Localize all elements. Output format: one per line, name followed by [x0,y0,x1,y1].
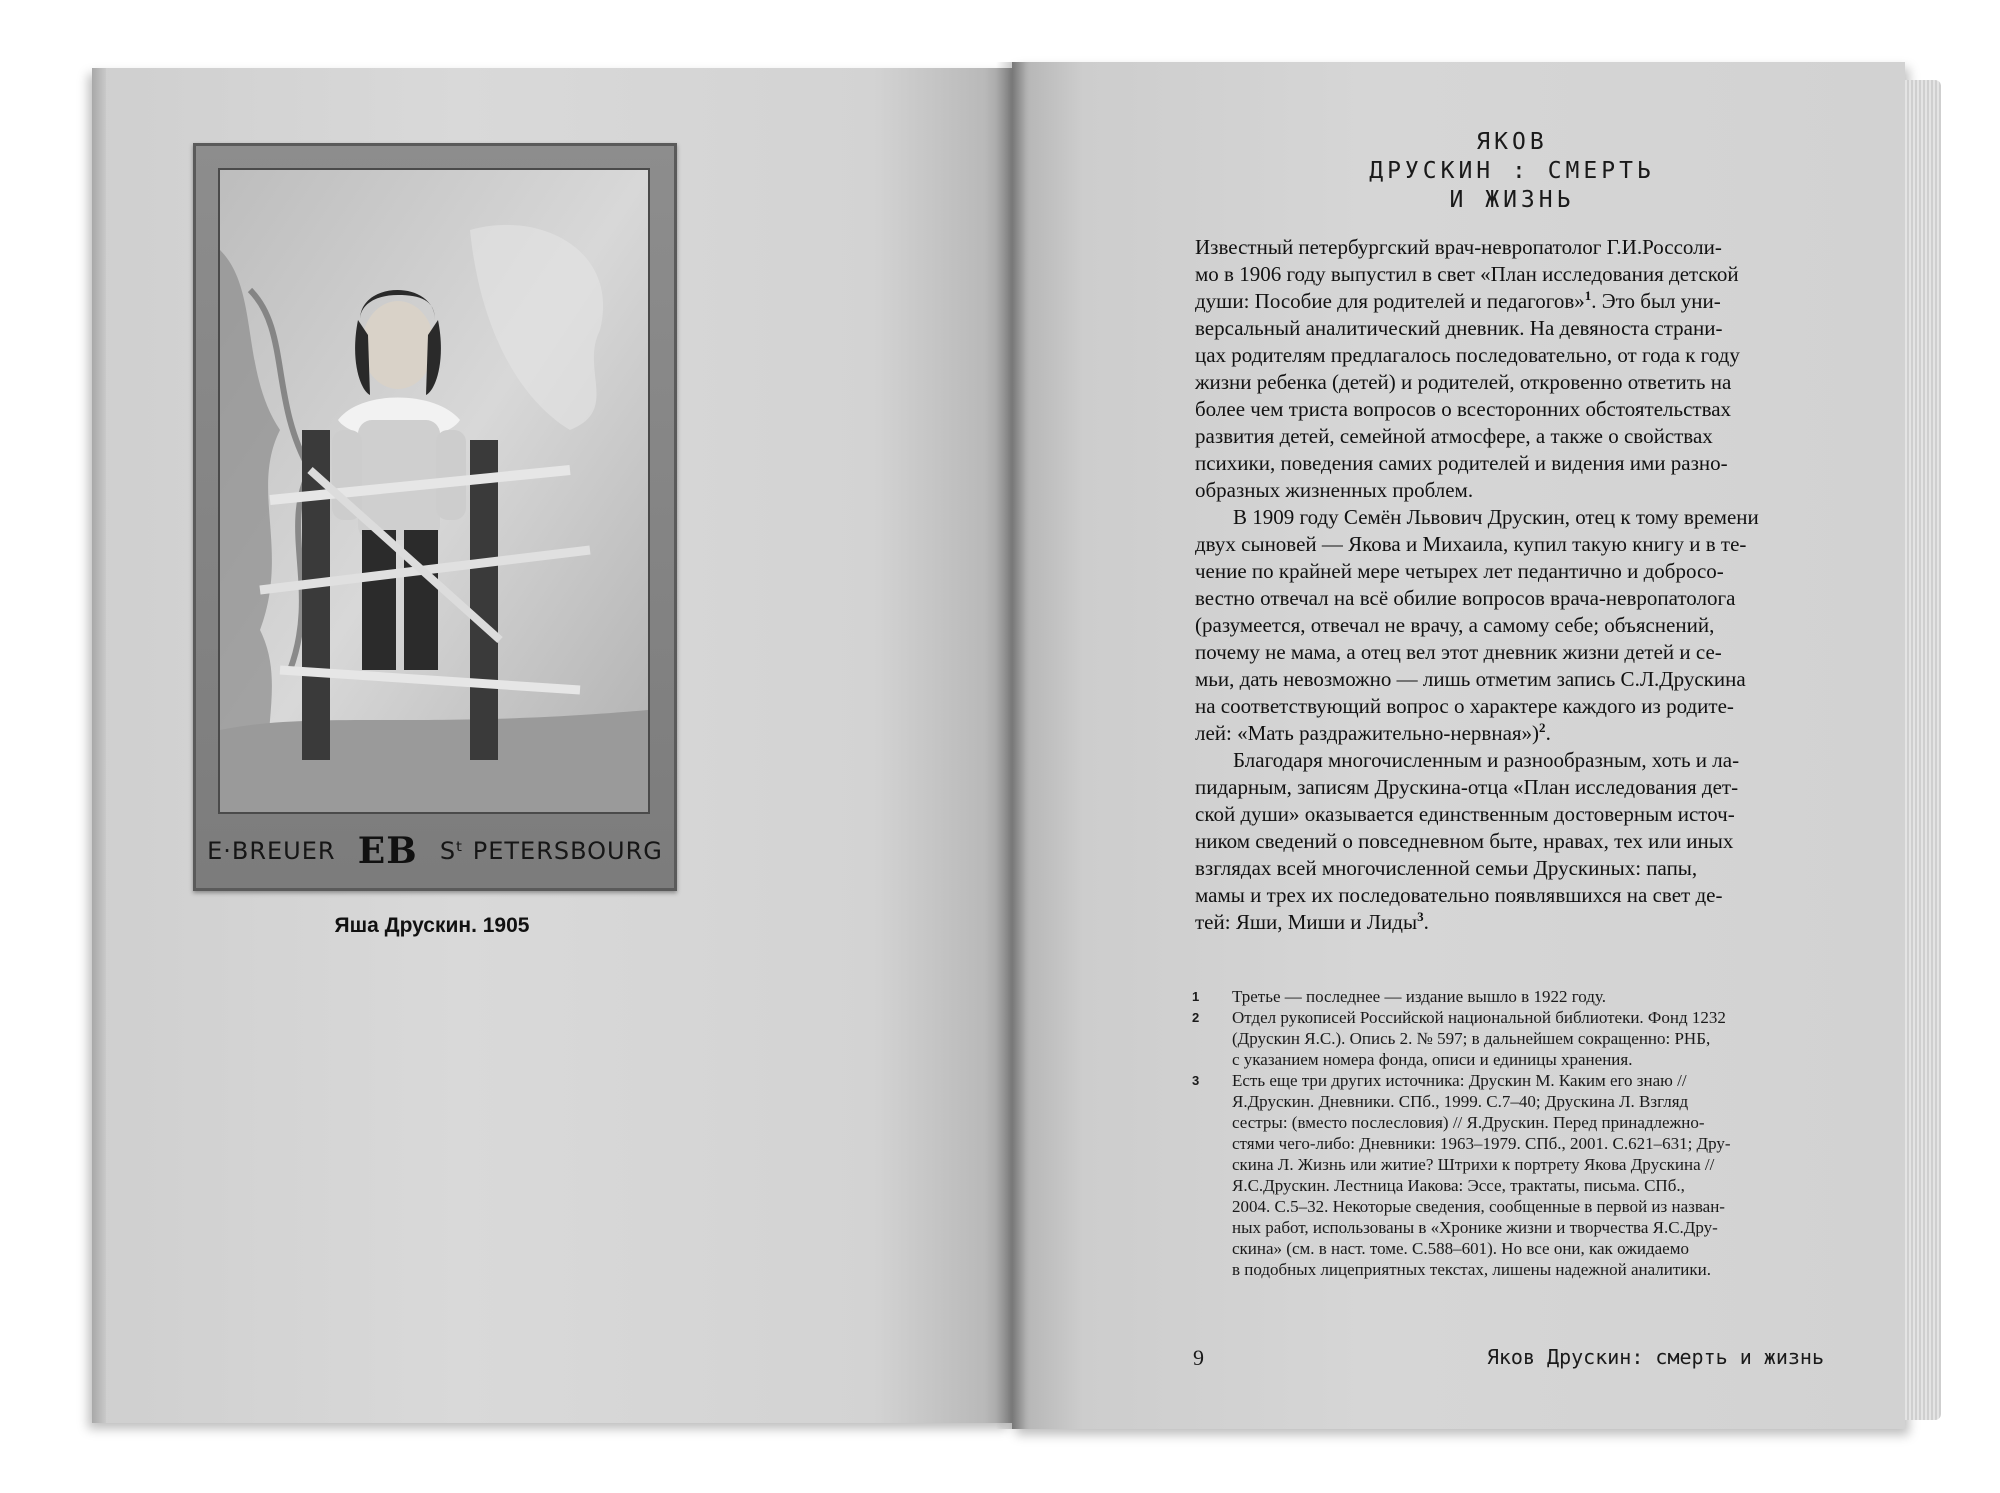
imprint-monogram-logo: EB [357,830,418,872]
imprint-left-text: E·BREUER [207,837,336,865]
body-line: мо в 1906 году выпустил в свет «План исследования детской [1195,262,1739,286]
portrait-image [220,170,648,812]
chapter-title-line: ЯКОВ [1476,129,1548,155]
body-line: почему не мама, а отец вел этот дневник жизни детей и се- [1195,640,1722,664]
running-header: Яков Друскин: смерть и жизнь [1486,1345,1824,1369]
footnote-line: сестры: (вместо послесловия) // Я.Друскин. Перед принадлежно- [1232,1113,1705,1132]
footnote-line: скина Л. Жизнь или житие? Штрихи к портрету Якова Друскина // [1232,1155,1715,1174]
body-line: ской души» оказывается единственным достоверным источ- [1195,802,1735,826]
chapter-title-line: И ЖИЗНЬ [1449,187,1575,213]
photographer-imprint [196,826,674,876]
left-page-edge [92,68,106,1423]
footnote-number: 1 [1192,989,1200,1004]
footnote-line: Отдел рукописей Российской национальной библиотеки. Фонд 1232 [1232,1008,1726,1027]
body-line: (разумеется, отвечал не врачу, а самому себе; объяснений, [1195,613,1715,637]
footnote-line: ных работ, использованы в «Хронике жизни и творчества Я.С.Дру- [1232,1218,1718,1237]
imprint-right-text: Sᵗ PETERSBOURG [439,837,663,865]
footnote-line: скина» (см. в наст. томе. С.588–601). Но все они, как ожидаемо [1232,1239,1689,1258]
body-line: пидарным, записям Друскина-отца «План исследования дет- [1195,775,1739,799]
photo-caption: Яша Друскин. 1905 [334,914,530,937]
body-line: Благодаря многочисленным и разнообразным, хоть и ла- [1233,748,1740,772]
book-gutter [996,62,1026,1429]
footnote-item [1192,1007,1832,1070]
footnote-line: Я.Друскин. Дневники. СПб., 1999. С.7–40; Друскина Л. Взгляд [1232,1092,1689,1111]
body-line: вестно отвечал на всё обилие вопросов врача-невропатолога [1195,586,1736,610]
body-line: мьи, дать невозможно — лишь отметим запись С.Л.Друскина [1195,667,1746,691]
chapter-title-line: ДРУСКИН : СМЕРТЬ [1369,158,1655,184]
footnote-line: Есть еще три других источника: Друскин М. Каким его знаю // [1232,1071,1687,1090]
body-line: Известный петербургский врач-невропатолог Г.И.Россоли- [1195,235,1722,259]
body-line: развития детей, семейной атмосфере, а также о свойствах [1195,424,1713,448]
footnote-item [1192,986,1832,1007]
footnote-ref[interactable]: 3 [1417,909,1424,924]
body-line: жизни ребенка (детей) и родителей, откровенно ответить на [1195,370,1732,394]
body-line: В 1909 году Семён Львович Друскин, отец к тому времени [1233,505,1759,529]
body-line: тей: Яши, Миши и Лиды$^3$. [1195,909,1429,934]
chapter-title [1262,128,1762,215]
footnote-line: (Друскин Я.С.). Опись 2. № 597; в дальнейшем сокращенно: РНБ, [1232,1029,1711,1048]
footnote-number: 2 [1192,1010,1200,1025]
child-portrait-photo [218,168,650,814]
body-line: души: Пособие для родителей и педагогов»$^1$. Это был уни- [1195,288,1721,313]
footnote-line: 2004. С.5–32. Некоторые сведения, сообщенные в первой из назван- [1232,1197,1725,1216]
body-line: лей: «Мать раздражительно-нервная»)$^2$. [1195,720,1551,745]
footnote-item [1192,1070,1832,1280]
footnote-ref[interactable]: 1 [1584,288,1592,303]
footnote-line: с указанием номера фонда, описи и единицы хранения. [1232,1050,1633,1069]
body-line: чение по крайней мере четырех лет педантично и добросо- [1195,559,1724,583]
body-line: образных жизненных проблем. [1195,478,1474,502]
body-text [1195,234,1805,936]
footnote-line: Третье — последнее — издание вышло в 1922 году. [1232,987,1606,1006]
page-number: 9 [1193,1345,1204,1370]
body-line: на соответствующий вопрос о характере каждого из родите- [1195,694,1734,718]
body-line: версальный аналитический дневник. На девяноста страни- [1195,316,1723,340]
body-line: взглядах всей многочисленной семьи Друскиных: папы, [1195,856,1698,880]
footnote-line: Я.С.Друскин. Лестница Иакова: Эссе, трактаты, письма. СПб., [1232,1176,1685,1195]
footnote-number: 3 [1192,1073,1200,1088]
footnotes [1192,986,1832,1280]
body-line: психики, поведения самих родителей и видения ими разно- [1195,451,1728,475]
body-line: цах родителям предлагалось последовательно, от года к году [1195,343,1740,367]
footnote-ref[interactable]: 2 [1539,720,1546,735]
body-line: мамы и трех их последовательно появлявшихся на свет де- [1195,883,1723,907]
footnote-line: в подобных лицеприятных текстах, лишены надежной аналитики. [1232,1260,1711,1279]
photo-card [193,143,677,891]
footnote-line: стями чего-либо: Дневники: 1963–1979. СПб., 2001. С.621–631; Дру- [1232,1134,1731,1153]
page-stack-edge [1905,80,1941,1420]
body-line: более чем триста вопросов о всесторонних обстоятельствах [1195,397,1732,421]
body-line: двух сыновей — Якова и Михаила, купил такую книгу и в те- [1195,532,1747,556]
body-line: ником сведений о повседневном быте, нравах, тех или иных [1195,829,1734,853]
